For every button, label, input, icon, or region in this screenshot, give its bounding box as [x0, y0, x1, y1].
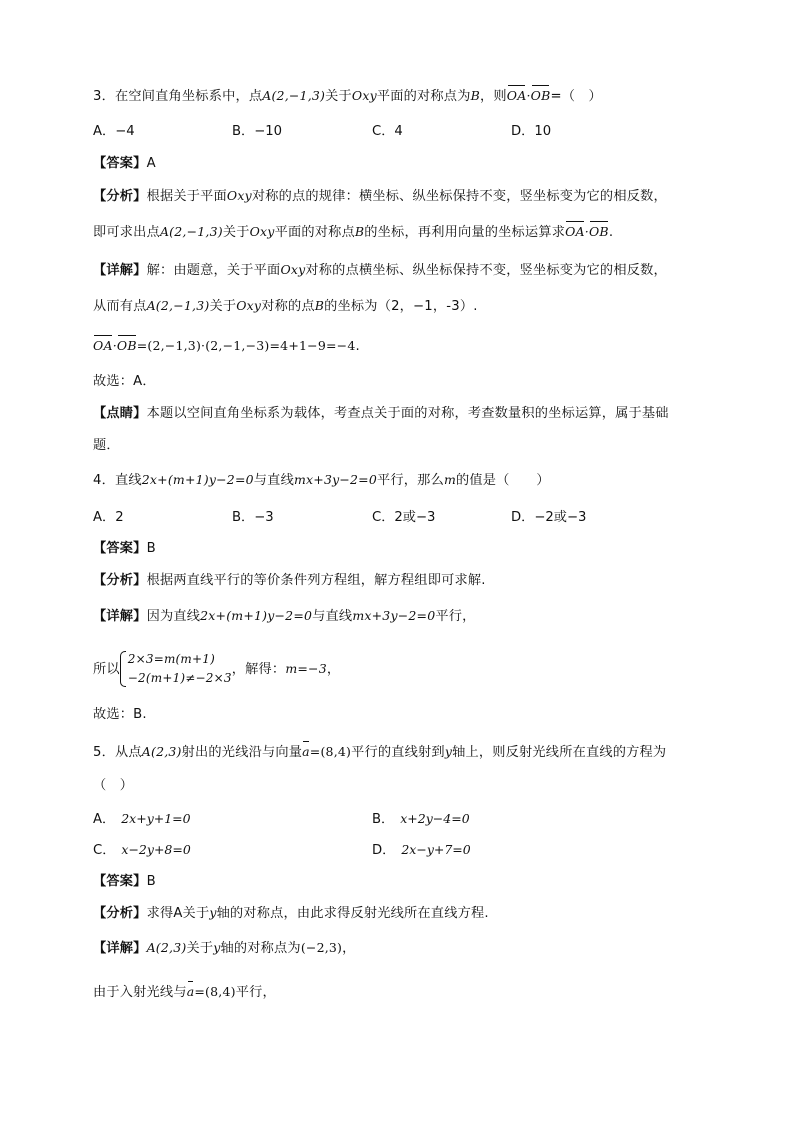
option-equation: x−2y+8=0 [121, 842, 191, 857]
answer-value: A [146, 156, 156, 171]
q3-comment-line-2: 题． [93, 438, 120, 453]
q3-stem-text: ，则 [479, 89, 507, 104]
axis-y: y [444, 744, 453, 759]
analysis-tag: 【分析】 [93, 906, 147, 921]
q5-answer [93, 872, 156, 892]
q4-stem-text: 平行，那么 [377, 473, 444, 488]
analysis-text: 对称的点的规律：横坐标、纵坐标保持不变，竖坐标变为它的相反数， [251, 189, 667, 204]
detail-tag: 【详解】 [93, 941, 147, 956]
symmetric-point: (−2,3) [300, 940, 343, 955]
result: m=−3 [285, 661, 327, 676]
answer-tag: 【答案】 [93, 156, 147, 171]
analysis-text: 轴的对称点，由此求得反射光线所在直线方程. [216, 906, 489, 921]
q3-choose: 故选：A． [93, 374, 156, 389]
option-equation: 2x+y+1=0 [121, 811, 191, 826]
brace-icon [120, 651, 126, 687]
q4-option-c: C．2或−3 [372, 510, 436, 525]
analysis-text: 求得A关于 [146, 906, 210, 921]
line-equation-1: 2x+(m+1)y−2=0 [141, 472, 254, 487]
axis-y: y [209, 905, 217, 920]
plane-oxy: Oxy [351, 88, 377, 103]
dot-product-end: . [355, 339, 360, 354]
vector-a-value: =(8,4) [194, 984, 236, 999]
q3-dot-product: OA·OB=(2,−1,3)·(2,−1,−3)=4+1−9=−4. [93, 338, 360, 354]
line-equation-2: mx+3y−2=0 [293, 472, 378, 487]
so-text: 所以 [93, 662, 120, 677]
detail-text: 关于 [186, 941, 214, 956]
point-b: B [354, 224, 365, 239]
point-a: A(2,3) [141, 744, 182, 759]
q3-analysis-line-1 [93, 186, 667, 207]
q5-stem-text: 射出的光线沿与向量 [181, 745, 303, 760]
q5-stem-text: 轴上，则反射光线所在直线的方程为 [452, 745, 667, 760]
plane-oxy: Oxy [236, 298, 262, 313]
analysis-text: 根据关于平面 [146, 189, 227, 204]
equation-system [120, 650, 232, 688]
detail-text: 轴的对称点为 [220, 941, 301, 956]
answer-value: B [146, 541, 156, 556]
q3-option-a: A．−4 [93, 124, 135, 139]
q3-option-c: C．4 [372, 124, 403, 139]
q3-stem-text: 3．在空间直角坐标系中，点 [93, 89, 263, 104]
vector-ob: OB [589, 222, 609, 242]
detail-text: 平行， [435, 609, 476, 624]
detail-text: 从而有点 [93, 299, 147, 314]
detail-text: 对称的点横坐标、纵坐标保持不变，竖坐标变为它的相反数， [305, 263, 667, 278]
q3-analysis-line-2: 即可求出点A(2,−1,3)关于Oxy平面的对称点B的坐标，再利用向量的坐标运算求OA·OB. [93, 224, 614, 240]
detail-text: 与直线 [312, 609, 353, 624]
q3-detail-line-2 [93, 296, 478, 317]
q3-stem-end: =（ ） [550, 89, 602, 104]
q4-analysis [93, 571, 486, 591]
q5-stem-text: 平行的直线射到 [351, 745, 445, 760]
analysis-text: 平面的对称点 [274, 225, 355, 240]
q5-stem-paren: （ ） [93, 778, 134, 793]
point-a: A(2,3) [146, 940, 187, 955]
q5-last-line [93, 982, 276, 1003]
q3-stem-text: 平面的对称点为 [376, 89, 471, 104]
detail-text: 平行， [235, 985, 276, 1000]
vector-oa: OA [507, 86, 527, 106]
option-label: A． [93, 812, 116, 827]
analysis-text: . [608, 225, 614, 240]
detail-text: 对称的点 [261, 299, 315, 314]
detail-tag: 【详解】 [93, 263, 147, 278]
vector-a-value: =(8,4) [309, 744, 352, 759]
plane-oxy: Oxy [226, 188, 252, 203]
point-a: A(2,−1,3) [159, 224, 223, 239]
comment-text: 本题以空间直角坐标系为载体，考查点关于面的对称，考查数量积的坐标运算，属于基础 [146, 406, 669, 421]
solve-text: ，解得： [231, 662, 286, 677]
q4-stem-end: 的值是（ ） [456, 473, 550, 488]
q4-stem [93, 470, 550, 491]
axis-y: y [213, 940, 221, 955]
analysis-text: 的坐标，再利用向量的坐标运算求 [364, 225, 566, 240]
detail-end: ， [342, 941, 356, 956]
vector-a: a [302, 742, 310, 762]
line-equation-1: 2x+(m+1)y−2=0 [200, 608, 313, 623]
vector-ob: OB [117, 336, 137, 356]
option-label: D． [372, 843, 396, 858]
option-equation: x+2y−4=0 [400, 811, 470, 826]
q5-option-d [372, 840, 471, 861]
option-equation: 2x−y+7=0 [401, 842, 471, 857]
q4-stem-text: 4．直线 [93, 473, 142, 488]
q5-option-a [93, 809, 191, 830]
point-b: B [314, 298, 325, 313]
q4-choose: 故选：B. [93, 707, 147, 722]
q4-detail [93, 606, 476, 627]
system-row-1: 2×3=m(m+1) [127, 652, 215, 666]
q4-stem-text: 与直线 [253, 473, 294, 488]
q5-detail [93, 938, 356, 959]
analysis-tag: 【分析】 [93, 189, 147, 204]
analysis-text: 即可求出点 [93, 225, 160, 240]
point-a: A(2,−1,3) [146, 298, 210, 313]
vector-a: a [187, 982, 195, 1002]
point-a: A(2,−1,3) [262, 88, 326, 103]
q3-stem-text: 关于 [325, 89, 352, 104]
plane-oxy: Oxy [249, 224, 275, 239]
option-label: C． [93, 843, 116, 858]
detail-text: 的坐标为（2，−1，-3）. [324, 299, 478, 314]
result-end: ， [326, 662, 341, 677]
answer-tag: 【答案】 [93, 874, 147, 889]
detail-text: 解：由题意，关于平面 [146, 263, 281, 278]
q3-option-d: D．10 [511, 124, 552, 139]
q3-stem: 3．在空间直角坐标系中，点A(2,−1,3)关于Oxy平面的对称点为B，则OA·OB=（ ） [93, 88, 602, 104]
line-equation-2: mx+3y−2=0 [352, 608, 436, 623]
q4-option-b: B．−3 [232, 510, 274, 525]
q4-answer [93, 539, 156, 559]
q5-option-c [93, 840, 191, 861]
analysis-text: 关于 [222, 225, 250, 240]
detail-tag: 【详解】 [93, 609, 147, 624]
detail-text: 因为直线 [146, 609, 201, 624]
q3-detail-line-1 [93, 260, 667, 281]
option-label: B． [372, 812, 395, 827]
point-b: B [470, 88, 480, 103]
q3-answer [93, 154, 156, 174]
detail-text: 由于入射光线与 [93, 985, 187, 1000]
q5-stem-text: 5．从点 [93, 745, 142, 760]
plane-oxy: Oxy [280, 262, 306, 277]
comment-tag: 【点睛】 [93, 406, 147, 421]
q3-comment-line-1 [93, 404, 669, 424]
analysis-tag: 【分析】 [93, 573, 147, 588]
q4-option-a: A．2 [93, 510, 124, 525]
q5-analysis [93, 903, 489, 924]
answer-value: B [146, 874, 156, 889]
vector-ob: OB [531, 86, 551, 106]
vector-oa: OA [565, 222, 585, 242]
q4-option-d: D．−2或−3 [511, 510, 587, 525]
dot-product-expression: =(2,−1,3)·(2,−1,−3)=4+1−9=−4 [136, 338, 356, 353]
q5-stem-line-1 [93, 742, 666, 763]
detail-text: 关于 [209, 299, 237, 314]
system-row-2: −2(m+1)≠−2×3 [127, 671, 232, 685]
var-m: m [443, 472, 457, 487]
q5-option-b [372, 809, 470, 830]
vector-oa: OA [93, 336, 113, 356]
analysis-text: 根据两直线平行的等价条件列方程组，解方程组即可求解. [146, 573, 486, 588]
q3-option-b: B．−10 [232, 124, 283, 139]
answer-tag: 【答案】 [93, 541, 147, 556]
q4-system [93, 648, 340, 691]
